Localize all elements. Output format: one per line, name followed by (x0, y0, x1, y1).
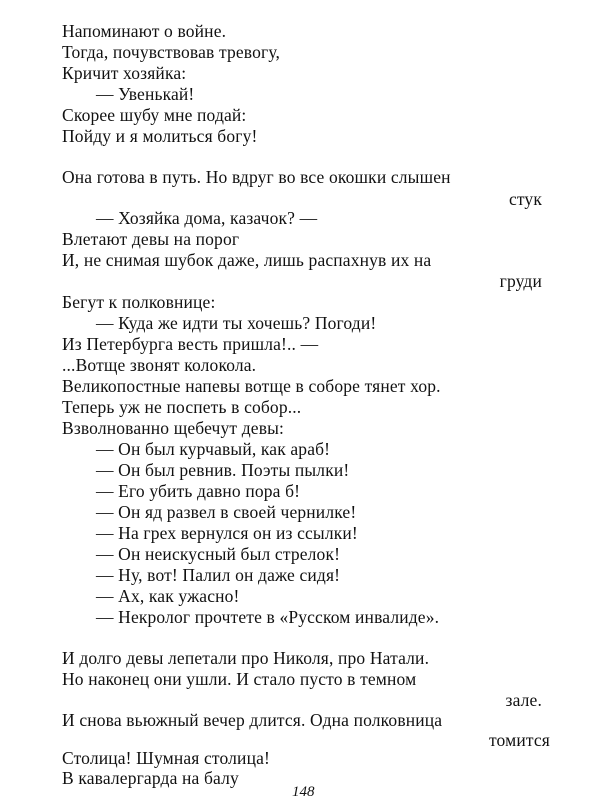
text-line: Напоминают о войне. (62, 21, 227, 41)
text-line: Великопостные напевы вотще в соборе тянет хор. (62, 376, 441, 396)
text-line-continuation: зале. (505, 690, 542, 710)
text-line: ...Вотще звонят колокола. (62, 355, 257, 375)
text-line: Бегут к полковнице: (62, 292, 216, 312)
text-line: И долго девы лепетали про Николя, про Натали. (62, 648, 430, 668)
text-line: — Он был ревнив. Поэты пылки! (96, 460, 350, 480)
text-line: В кавалергарда на балу (62, 768, 239, 788)
text-line: Она готова в путь. Но вдруг во все окошки слышен (62, 167, 451, 187)
text-line: — Куда же идти ты хочешь? Погоди! (96, 313, 377, 333)
text-line: Теперь уж не поспеть в собор... (62, 397, 302, 417)
text-line: И, не снимая шубок даже, лишь распахнув их на (62, 250, 432, 270)
text-line: — Его убить давно пора б! (96, 481, 301, 501)
text-line-continuation: стук (508, 189, 542, 209)
page-number: 148 (292, 784, 315, 800)
text-line: — Ах, как ужасно! (96, 586, 240, 606)
text-line: Кричит хозяйка: (62, 63, 187, 83)
text-line: — На грех вернулся он из ссылки! (96, 523, 358, 543)
text-line-continuation: томится (488, 730, 550, 750)
text-line: Взволнованно щебечут девы: (62, 418, 285, 438)
text-line: Столица! Шумная столица! (62, 748, 270, 768)
text-line: — Некролог прочтете в «Русском инвалиде». (96, 607, 440, 627)
text-line: — Он неискусный был стрелок! (96, 544, 341, 564)
text-line: — Увенькай! (96, 84, 195, 104)
text-line: — Он яд развел в своей чернилке! (96, 502, 357, 522)
text-line: — Он был курчавый, как араб! (96, 439, 331, 459)
text-line: Тогда, почувствовав тревогу, (62, 42, 280, 62)
text-line: Скорее шубу мне подай: (62, 105, 247, 125)
text-line-continuation: груди (499, 271, 542, 291)
text-line: Пойду и я молиться богу! (62, 126, 258, 146)
text-line: И снова вьюжный вечер длится. Одна полковница (62, 710, 443, 730)
text-line: — Ну, вот! Палил он даже сидя! (96, 565, 341, 585)
text-line: Влетают девы на порог (62, 229, 240, 249)
text-line: — Хозяйка дома, казачок? — (96, 208, 318, 228)
text-line: Но наконец они ушли. И стало пусто в темном (62, 669, 417, 689)
text-line: Из Петербурга весть пришла!.. — (62, 334, 319, 354)
